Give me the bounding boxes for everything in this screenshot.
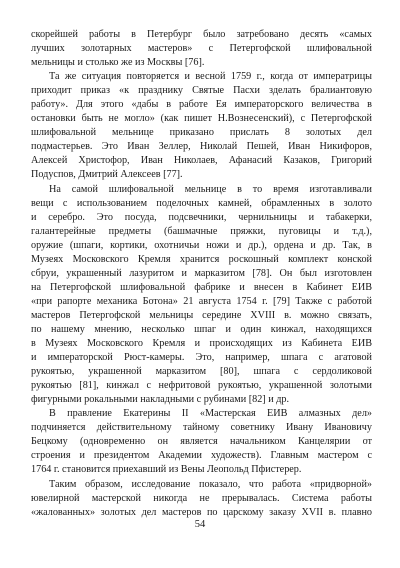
text-line: «жалованных» золотых дел мастеров по царскому заказу XVII в. плавно xyxy=(31,506,372,518)
text-line: фигурными рокальными накладными с рубинами [82] и др. xyxy=(31,394,290,406)
text-line: и серебро. Это посуда, подсвечники, чернильницы и табакерки, xyxy=(31,211,372,223)
text-line: Алексей Христофор, Иван Николаев, Афанасий Казаков, Григорий xyxy=(31,155,372,167)
text-line: Подуспов, Дмитрий Алексеев [77]. xyxy=(31,169,183,181)
text-line: подчиняется действительному тайному советнику Ивану Ивановичу xyxy=(31,422,372,434)
text-line: В правление Екатерины II «Мастерская ЕИВ алмазных дел» xyxy=(49,408,372,420)
text-line: в Музеях Московского Кремля и происходящих из Кабинета ЕИВ xyxy=(31,338,372,350)
text-line: и императорской Рюст-камеры. Это, например, шпага с агатовой xyxy=(31,352,372,364)
text-line: ювелирной мастерской никогда не прерывалась. Система работы xyxy=(31,492,372,504)
text-line: оружие (шпаги, кортики, охотничьи ножи и др.), ордена и др. Так, в xyxy=(31,239,372,251)
text-line: сбруи, украшенный лазуритом и марказитом [78]. Он был изготовлен xyxy=(31,267,372,279)
text-line: мастеров Петергофской мельницы середине XVIII в. можно связать, xyxy=(31,309,372,321)
paragraph xyxy=(31,183,372,408)
text-line: рукоятью, украшенной марказитом [80], шпага с сердоликовой xyxy=(31,366,372,378)
text-line: остановки быть не могло» (как пишет Н.Вознесенский), с Петергофской xyxy=(31,113,372,125)
paragraph xyxy=(31,28,372,70)
text-line: строения и президентом Академии художеств). Главным мастером с xyxy=(31,450,372,462)
text-line: рукоятью [81], кинжал с нефритовой рукоятью, украшенной золотыми xyxy=(31,380,372,392)
text-line: по нашему мнению, несколько шпаг и один кинжал, находящихся xyxy=(31,323,372,335)
text-line: работу». Для этого «дабы в работе Ея императорского величества в xyxy=(31,99,372,111)
text-line: Таким образом, исследование показало, что работа «придворной» xyxy=(49,478,372,490)
page-body xyxy=(31,28,372,520)
paragraph xyxy=(31,407,372,477)
paragraph xyxy=(31,478,372,520)
text-line: галантерейные предметы (башмачные пряжки, пуговицы и т.д.), xyxy=(31,225,372,237)
text-line: Та же ситуация повторяется и весной 1759 г., когда от императрицы xyxy=(49,71,372,83)
text-line: Бецкому (одновременно он является начальником Канцелярии от xyxy=(31,436,372,448)
text-line: 1764 г. становится приехавший из Вены Леопольд Пфистерер. xyxy=(31,464,302,476)
text-line: Музеях Московского Кремля хранится роскошный комплект конской xyxy=(31,253,372,265)
text-line: «при рапорте механика Ботона» 21 августа 1754 г. [79] Также с работой xyxy=(31,295,372,307)
text-line: подмастерьев. Это Иван Зеллер, Николай Пешей, Иван Никифоров, xyxy=(31,141,372,153)
text-line: мельницы и столько же из Москвы [76]. xyxy=(31,57,205,69)
text-line: На самой шлифовальной мельнице в то время изготавливали xyxy=(49,183,372,195)
page-number: 54 xyxy=(194,519,206,530)
text-line: лучших золотарных мастеров» с Петергофской шлифовальной xyxy=(31,43,372,55)
text-line: вещи с использованием поделочных камней, обрамленных в золото xyxy=(31,197,372,209)
text-line: скорейшей работы в Петербург было затребовано десять «самых xyxy=(31,29,372,40)
text-line: шлифовальной мельнице приказано прислать 8 золотых дел xyxy=(31,127,372,139)
text-line: на Петергофской шлифовальной фабрике и внесен в Кабинет ЕИВ xyxy=(31,281,372,293)
paragraph xyxy=(31,70,372,182)
text-line: приходит приказ «к празднику Святые Пасхи зделать бралиантовую xyxy=(31,85,372,97)
